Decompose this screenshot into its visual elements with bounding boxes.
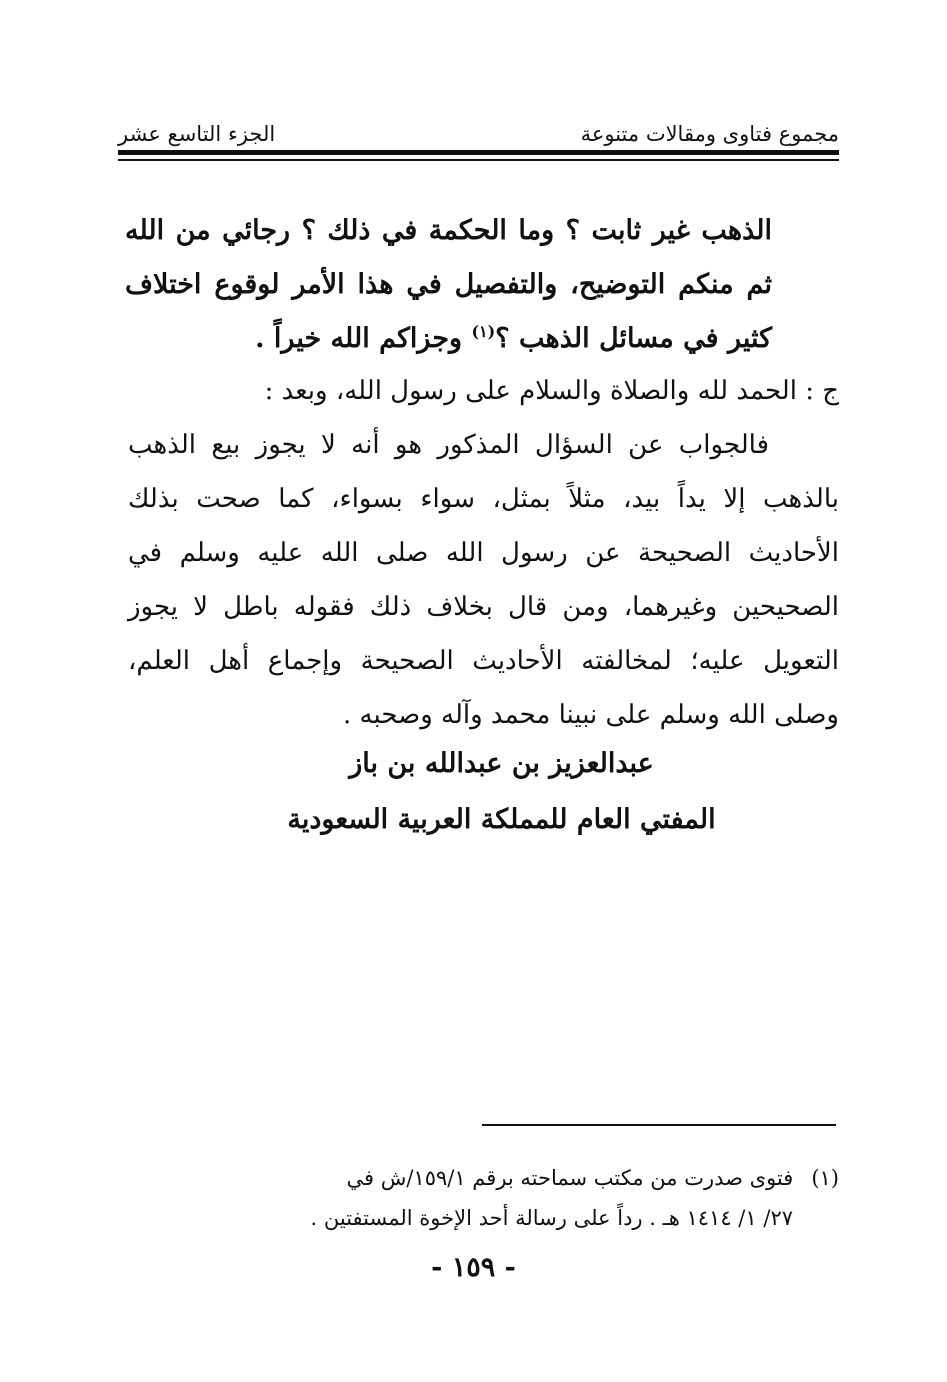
header-rule-thick (118, 150, 839, 155)
header-rule-thin (118, 159, 839, 161)
footnote-text-line1: فتوى صدرت من مكتب سماحته برقم ١٥٩/١/ش في (346, 1166, 794, 1190)
question-block (125, 204, 772, 366)
footnote-text-line2: ٢٧/ ١/ ١٤١٤ هـ . رداً على رسالة أحد الإخوة المستفتين . (310, 1206, 793, 1230)
question-text: الذهب غير ثابت ؟ وما الحكمة في ذلك ؟ رجائي من الله ثم منكم التوضيح، والتفصيل في هذا الأمر لوقوع اختلاف كثير في مسائل الذهب ؟ (125, 215, 772, 354)
footnote-number: (١) (811, 1166, 839, 1190)
answer-block (128, 364, 839, 742)
page-number: - ١٥٩ - (431, 1252, 516, 1283)
answer-opening: ج : الحمد لله والصلاة والسلام على رسول الله، وبعد : (264, 376, 839, 406)
question-closing: وجزاكم الله خيراً . (255, 323, 472, 354)
footnote-reference: (١) (471, 322, 496, 341)
running-header (118, 112, 839, 146)
signatory-title: المفتي العام للمملكة العربية السعودية (287, 804, 716, 835)
footnote-separator (482, 1124, 836, 1126)
signature-block (128, 736, 839, 848)
signatory-name: عبدالعزيز بن عبدالله بن باز (349, 748, 654, 779)
book-title: مجموع فتاوى ومقالات متنوعة (580, 122, 839, 146)
footnote (125, 1158, 839, 1238)
volume-title: الجزء التاسع عشر (118, 122, 276, 146)
answer-paragraph: فالجواب عن السؤال المذكور هو أنه لا يجوز بيع الذهب بالذهب إلا يداً بيد، مثلاً بمثل، سواء بسواء، كما صحت بذلك الأحاديث الصحيحة عن رسول الله صلى الله عليه وسلم في الصحيحين وغيرهما، ومن قال بخلاف ذلك فقوله باطل لا يجوز التعويل عليه؛ لمخالفته الأحاديث الصحيحة وإجماع أهل العلم، وصلى الله وسلم على نبينا محمد وآله وصحبه . (128, 430, 839, 730)
